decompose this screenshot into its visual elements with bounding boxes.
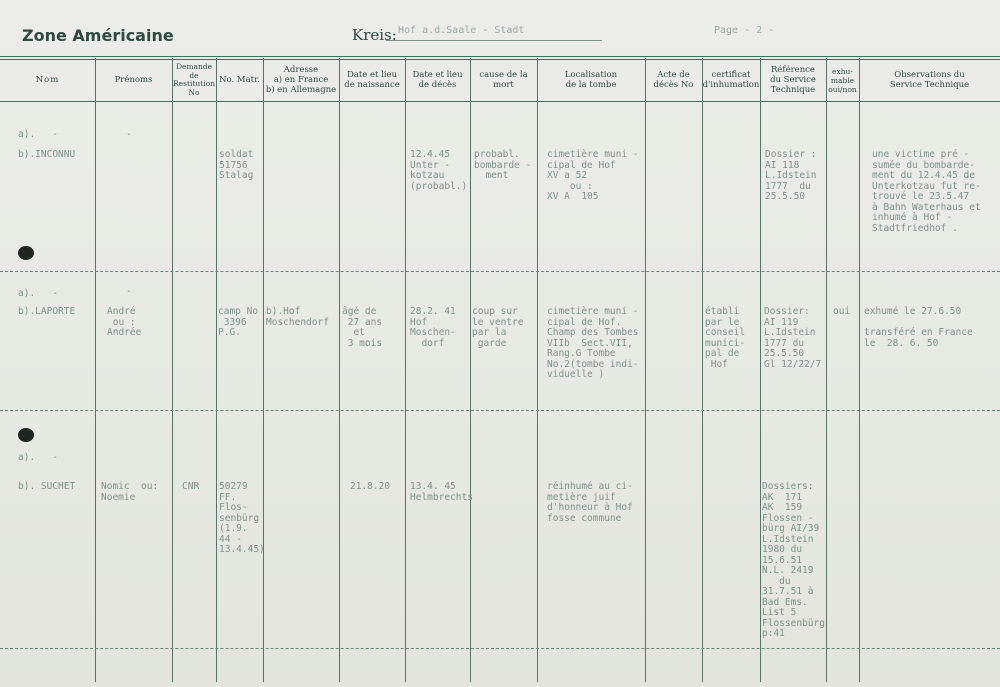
col-header-acte: Acte de décès No — [653, 70, 694, 90]
kreis-value: Hof a.d.Saale - Stadt — [398, 25, 525, 36]
record-2-adresse: b).Hof Moschendorf — [266, 306, 329, 328]
col-header-adresse: Adresse a) en France b) en Allemagne — [265, 65, 337, 95]
kreis-underline — [386, 40, 602, 41]
col-divider — [216, 58, 217, 682]
col-divider — [537, 58, 538, 682]
record-3-naissance: 21.8.20 — [350, 481, 391, 492]
col-divider — [172, 58, 173, 682]
col-header-demande: Demande de Restitution No — [173, 62, 215, 97]
record-1-cause: probabl. bombarde - ment — [474, 149, 532, 181]
record-2-a-nom: a). - — [18, 288, 59, 299]
col-divider — [339, 58, 340, 682]
row-separator — [0, 648, 1000, 649]
col-header-matr: No. Matr. — [219, 75, 260, 85]
record-3-reference: Dossiers: AK 171 AK 159 Flossen - bürg AI/39 L.Idstein 1980 du 15.6.51 N.L. 2419 du 31.7.51 à Bad Ems. List 5 Flossenbürg p:41 — [762, 481, 825, 639]
record-2-naissance: âgé de 27 ans et 3 mois — [342, 306, 383, 349]
col-divider — [760, 58, 761, 682]
col-header-prenoms: Prénoms — [114, 75, 153, 85]
record-1-a-nom: a). - — [18, 129, 59, 140]
zone-title: Zone Américaine — [22, 26, 174, 45]
col-header-deces: Date et lieu de décès — [412, 70, 463, 90]
record-1-observations: une victime pré - sumée du bombarde- ment du 12.4.45 de Unterkotzau fut re- trouvé le 23.5.47 à Bahn Waterhaus et inhumé à Hof - Stadtfriedhof . — [872, 149, 981, 234]
kreis-label: Kreis: — [352, 26, 397, 44]
col-divider — [826, 58, 827, 682]
record-2-matr: camp No 3396 P.G. — [218, 306, 259, 338]
col-divider — [859, 58, 860, 682]
page-number: Page - 2 - — [714, 25, 775, 36]
col-header-naissance: Date et lieu de naissance — [344, 70, 400, 90]
table-top-rule — [0, 56, 1000, 57]
record-2-cause: coup sur le ventre par la garde — [472, 306, 524, 349]
record-1-nom: b).INCONNU — [18, 149, 76, 160]
record-3-deces: 13.4. 45 Helmbrechts — [410, 481, 473, 503]
record-3-demande: CNR — [182, 481, 200, 492]
col-divider — [263, 58, 264, 682]
record-2-deces: 28.2. 41 Hof Moschen- dorf — [410, 306, 456, 349]
col-header-reference: Référence du Service Technique — [770, 65, 816, 95]
col-header-nom: Nom — [35, 75, 60, 85]
header-bottom-rule — [0, 101, 1000, 102]
record-1-matr: soldat 51756 Stalag — [219, 149, 254, 181]
col-header-observations: Observations du Service Technique — [889, 70, 970, 90]
record-3-prenoms: Nomic ou: Noemie — [101, 481, 159, 503]
col-divider — [405, 58, 406, 682]
record-1-a-prenoms: - — [126, 129, 132, 140]
col-divider — [645, 58, 646, 682]
record-3-nom: b). SUCHET — [18, 481, 76, 492]
record-2-certificat: établi par le conseil munici- pal de Hof — [705, 306, 746, 370]
punch-hole — [18, 428, 34, 442]
record-3-matr: 50279 FF. Flos- senbürg (1.9. 44 - 13.4.45) — [219, 481, 265, 555]
col-header-tombe: Localisation de la tombe — [564, 70, 618, 90]
record-2-exhumable: oui — [833, 306, 851, 317]
record-3-a-nom: a). - — [18, 452, 59, 463]
record-2-reference: Dossier: AI 119 L.Idstein 1777 du 25.5.50 Gl 12/22/7 — [764, 306, 822, 370]
col-header-exhumable: exhu- mable oui/non — [828, 66, 857, 94]
record-2-tombe: cimetière muni - cipal de Hof. Champ des Tombes VIIb Sect.VII, Rang.G Tombe No.2(tombe indi- viduelle ) — [547, 306, 639, 380]
record-1-reference: Dossier : AI 118 L.Idstein 1777 du 25.5.50 — [765, 149, 817, 202]
record-1-tombe: cimetière muni - cipal de Hof XV a 52 ou : XV A 105 — [547, 149, 639, 202]
row-separator — [0, 271, 1000, 272]
record-1-deces: 12.4.45 Unter - kotzau (probabl.) — [410, 149, 468, 192]
col-divider — [95, 58, 96, 682]
col-header-certificat: certificat d'inhumation — [702, 70, 760, 90]
record-2-a-prenoms: - — [126, 286, 132, 297]
record-2-observations: exhumé le 27.6.50 transféré en France le 28. 6. 50 — [864, 306, 973, 349]
punch-hole — [18, 246, 34, 260]
record-2-nom: b).LAPORTE — [18, 306, 76, 317]
record-2-prenoms: André ou : Andrée — [107, 306, 142, 338]
record-3-tombe: réinhumé au ci- metière juif d'honneur à Hof fosse commune — [547, 481, 633, 524]
col-divider — [702, 58, 703, 682]
col-divider — [470, 58, 471, 682]
col-header-cause: cause de la mort — [479, 70, 528, 90]
row-separator — [0, 410, 1000, 411]
